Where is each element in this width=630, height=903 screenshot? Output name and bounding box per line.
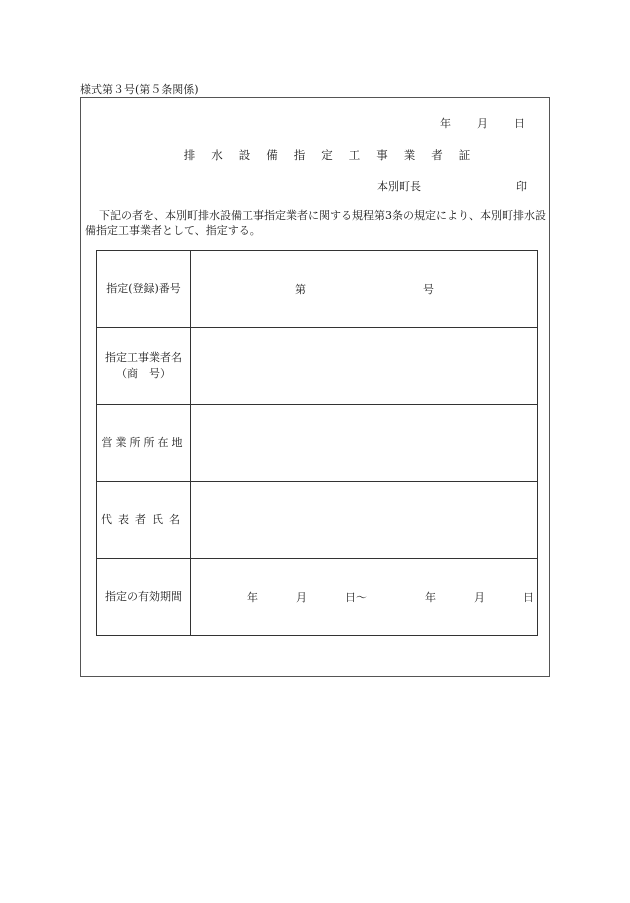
table-row [97,559,538,636]
trade-name-label-text: （商 号） [116,367,171,380]
date-year: 年 [440,117,451,130]
from-year: 年 [247,591,258,604]
table-row [97,251,538,328]
number-suffix: 号 [423,283,434,296]
certificate-body-text: 下記の者を、本別町排水設備工事指定業者に関する規程第3条の規定により、本別町排水設備指定工事業者として、指定する。 [85,209,546,237]
office-address-field [191,405,538,482]
certificate-title: 排水設備指定工事業者証 [183,148,487,162]
representative-name-field [191,482,538,559]
label-registration-number: 指定(登録)番号 [97,251,191,328]
to-year: 年 [425,591,436,604]
certificate-table [96,250,538,636]
contractor-name-field [191,328,538,405]
table-row [97,328,538,405]
form-label: 様式第３号(第５条関係) [80,83,199,96]
table-row [97,482,538,559]
date-day: 日 [514,117,525,130]
to-month: 月 [474,591,485,604]
label-representative-name: 代表者氏名 [97,482,191,559]
date-month: 月 [477,117,488,130]
contractor-name-label-text: 指定工事業者名 [105,351,182,364]
issuer-name: 本別町長 [377,180,421,193]
label-contractor-name [97,328,191,405]
number-prefix: 第 [295,283,306,296]
to-day: 日 [523,591,534,604]
label-validity-period: 指定の有効期間 [97,559,191,636]
label-office-address: 営業所所在地 [97,405,191,482]
validity-period-field [191,559,538,636]
issue-date [440,115,525,131]
from-month: 月 [296,591,307,604]
from-day: 日～ [345,591,367,604]
seal-mark: 印 [516,180,527,193]
table-row [97,405,538,482]
certificate-frame [80,97,550,677]
registration-number-field [191,251,538,328]
